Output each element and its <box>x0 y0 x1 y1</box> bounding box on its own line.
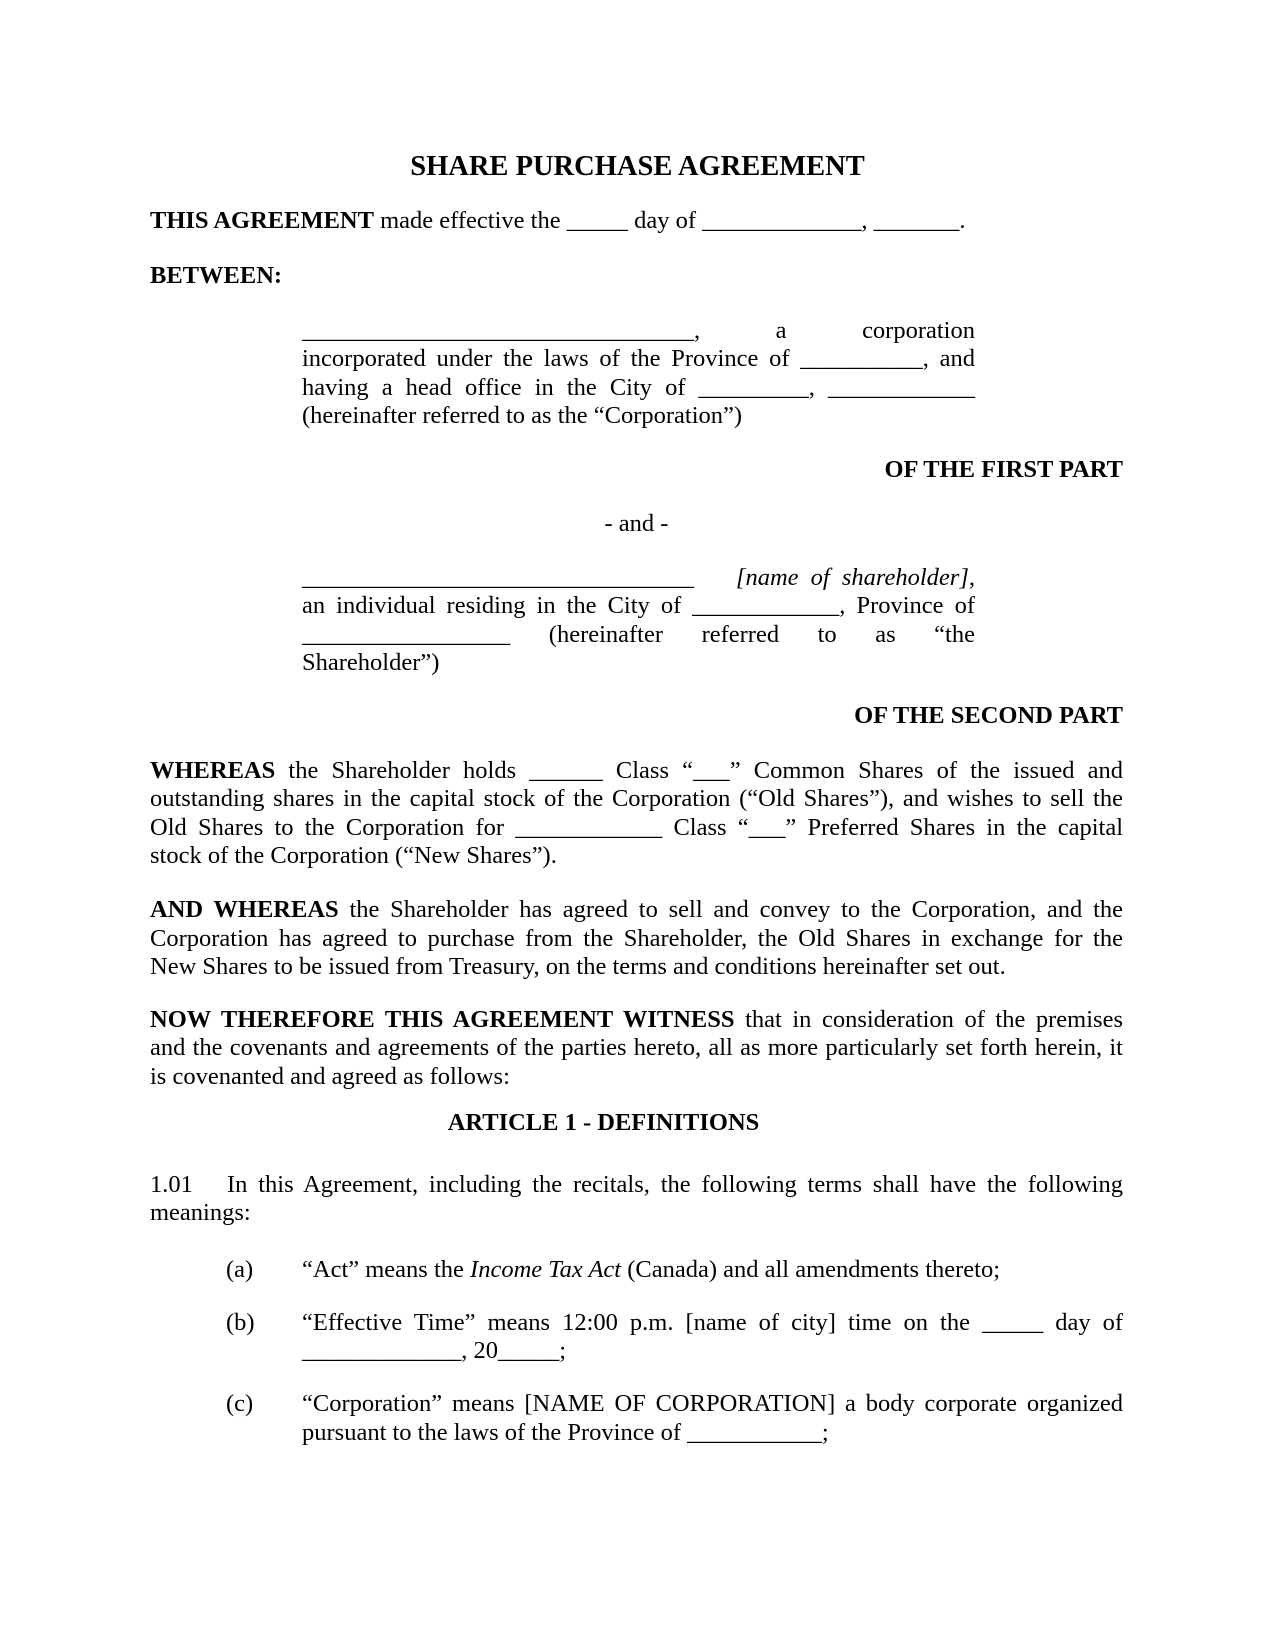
word-to: to <box>817 621 837 648</box>
and-whereas-text-1: the Shareholder has agreed to sell and convey to the Corporation, and the <box>338 896 1124 923</box>
shareholder-name-placeholder: [name of shareholder], <box>735 564 975 591</box>
now-therefore-line-2: and the covenants and agreements of the parties hereto, all as more particularly set forth herein, it <box>150 1034 1123 1061</box>
section-1-01-line-2: meanings: <box>150 1199 251 1226</box>
definition-a-pre: “Act” means the <box>302 1256 471 1283</box>
now-therefore-text-1: that in consideration of the premises <box>734 1006 1123 1033</box>
whereas-text-1: the Shareholder holds ______ Class “___” Common Shares of the issued and <box>275 757 1123 784</box>
word-the: “the <box>934 621 975 648</box>
and-whereas-line-3: New Shares to be issued from Treasury, on the terms and conditions hereinafter set out. <box>150 953 1006 980</box>
word-hereinafter: (hereinafter <box>548 621 664 648</box>
first-party-line-1 <box>302 317 975 345</box>
now-therefore-lead: NOW THEREFORE THIS AGREEMENT WITNESS <box>150 1006 735 1033</box>
intro-line <box>150 207 965 235</box>
and-whereas-line-2: Corporation has agreed to purchase from the Shareholder, the Old Shares in exchange for the <box>150 925 1123 952</box>
definition-c-line-2: pursuant to the laws of the Province of ___________; <box>302 1419 829 1446</box>
whereas-lead: WHEREAS <box>150 757 276 784</box>
first-party-line-4: (hereinafter referred to as the “Corporation”) <box>302 402 743 429</box>
section-1-01-number: 1.01 <box>150 1171 193 1198</box>
whereas-line-2: outstanding shares in the capital stock of the Corporation (“Old Shares”), and wishes to sell the <box>150 785 1123 812</box>
second-party-line-2: an individual residing in the City of ____________, Province of <box>302 592 975 619</box>
now-therefore-line-3: is covenanted and agreed as follows: <box>150 1063 510 1090</box>
province-blank: _________________ <box>302 621 511 648</box>
article-1-heading: ARTICLE 1 - DEFINITIONS <box>447 1109 760 1136</box>
whereas-line-1 <box>150 757 1123 785</box>
definition-c-line-1: “Corporation” means [NAME OF CORPORATION] a body corporate organized <box>302 1390 1123 1417</box>
intro-text: made effective the _____ day of _____________, _______. <box>373 207 966 234</box>
definition-b-label: (b) <box>226 1309 255 1336</box>
section-1-01-line-1: In this Agreement, including the recitals, the following terms shall have the following <box>227 1171 1123 1198</box>
intro-lead: THIS AGREEMENT <box>150 207 374 234</box>
second-party-line-3 <box>302 621 975 649</box>
definition-a-text <box>302 1256 1000 1284</box>
and-whereas-line-1 <box>150 896 1123 924</box>
first-part-label: OF THE FIRST PART <box>884 456 1123 483</box>
now-therefore-line-1 <box>150 1006 1123 1034</box>
and-separator: - and - <box>604 510 669 537</box>
second-party-line-4: Shareholder”) <box>302 649 440 676</box>
whereas-line-4: stock of the Corporation (“New Shares”). <box>150 842 557 869</box>
word-as: as <box>875 621 896 648</box>
first-party-line-3: having a head office in the City of _________, ____________ <box>302 374 975 401</box>
definition-c-label: (c) <box>226 1390 254 1417</box>
definition-b-line-2: _____________, 20_____; <box>302 1337 567 1364</box>
document-title: SHARE PURCHASE AGREEMENT <box>410 151 865 182</box>
second-party-line-1 <box>302 564 975 592</box>
and-whereas-lead: AND WHEREAS <box>150 896 339 923</box>
first-party-article: a <box>775 317 787 344</box>
definition-a-italic: Income Tax Act <box>470 1256 622 1283</box>
first-party-line-2: incorporated under the laws of the Province of __________, and <box>302 345 975 372</box>
first-party-corporation-word: corporation <box>862 317 975 344</box>
corporation-name-blank: ________________________________, <box>302 317 701 344</box>
shareholder-name-blank: ________________________________ <box>302 564 694 591</box>
definition-a-label: (a) <box>226 1256 254 1283</box>
between-label: BETWEEN: <box>150 262 283 289</box>
definition-b-line-1: “Effective Time” means 12:00 p.m. [name of city] time on the _____ day of <box>302 1309 1123 1336</box>
word-referred: referred <box>701 621 780 648</box>
definition-a-post: (Canada) and all amendments thereto; <box>621 1256 1001 1283</box>
second-part-label: OF THE SECOND PART <box>854 702 1123 729</box>
whereas-line-3: Old Shares to the Corporation for ____________ Class “___” Preferred Shares in the capital <box>150 814 1123 841</box>
